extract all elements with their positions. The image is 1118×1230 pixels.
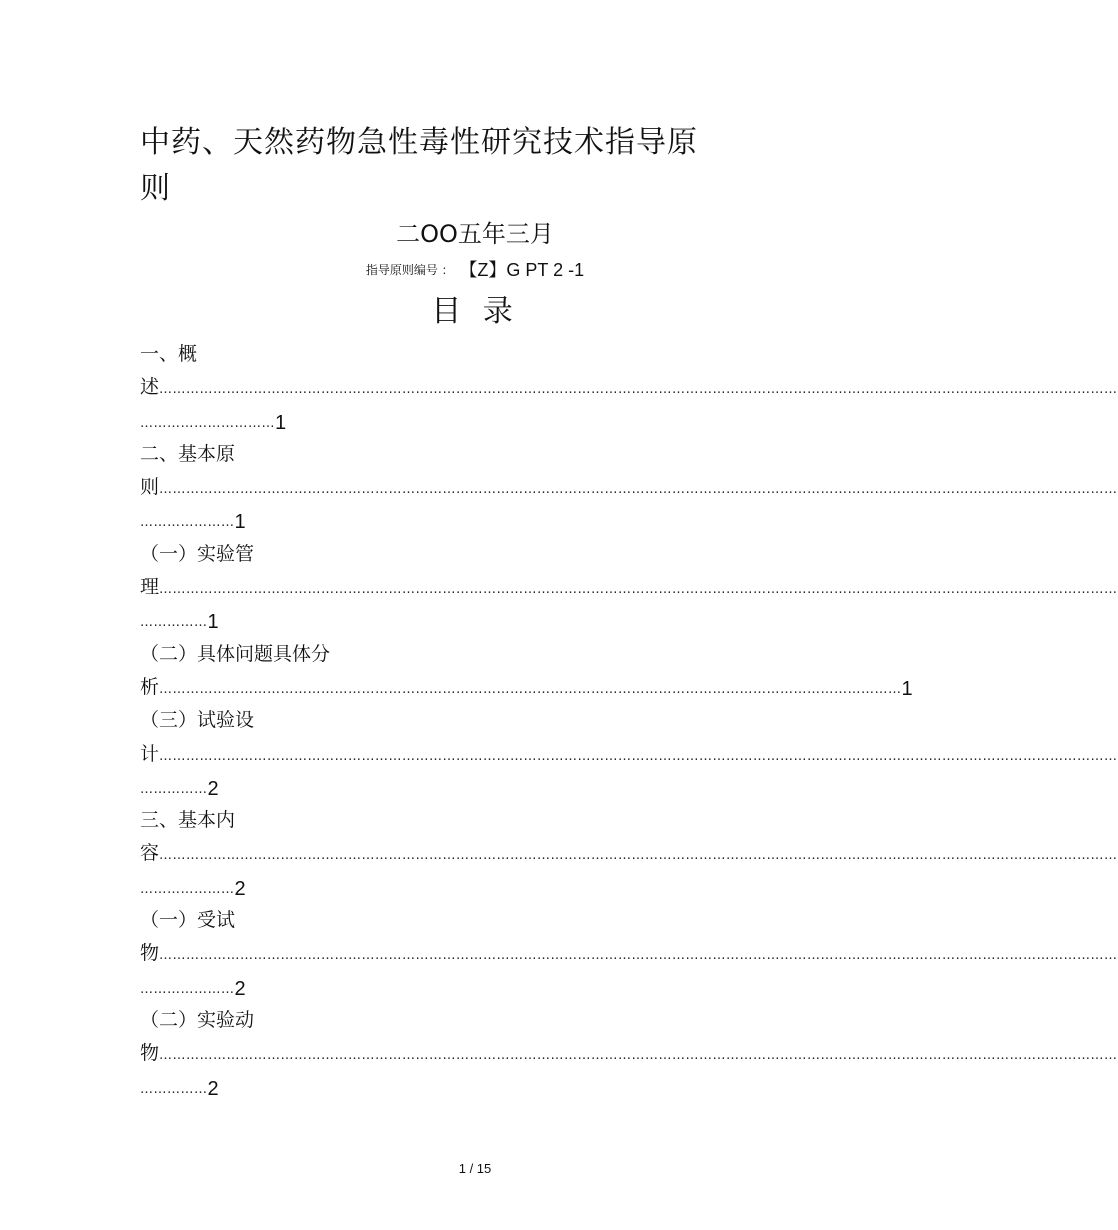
toc-item-page: 2 <box>234 977 246 1000</box>
toc-leader-dots: …………………………………………………………………………………………………………………………………………………………………………………………… <box>159 948 1118 964</box>
toc-item-line[interactable] <box>140 937 1118 970</box>
toc-item-line[interactable] <box>140 738 1118 771</box>
toc-leader-dots: ………………… <box>140 881 235 897</box>
toc-leader-dots: …………… <box>140 615 208 631</box>
toc-item-page-line[interactable] <box>140 871 820 904</box>
toc-item-label[interactable]: 二、基本原 <box>140 442 236 465</box>
title-line-2: 则 <box>140 171 171 206</box>
toc-item-label[interactable]: （一）实验管 <box>140 542 255 565</box>
guideline-code-value: 【Z】G PT 2 -1 <box>459 260 585 280</box>
toc-item-page: 1 <box>901 677 913 700</box>
toc-leader-dots: …………………………………………………………………………………………………………………………………………………………………………………………… <box>159 382 1118 398</box>
toc-leader-dots: ………………… <box>140 981 235 997</box>
toc-item-cont: 则 <box>140 476 160 499</box>
toc-heading: 目 录 <box>431 294 519 329</box>
guideline-code-label: 指导原则编号 ： <box>365 263 454 277</box>
toc-item-label[interactable]: （二）实验动 <box>140 1008 255 1031</box>
toc-item-line[interactable] <box>140 571 1118 604</box>
toc-item-page-line[interactable] <box>140 1071 820 1104</box>
page-indicator: 1 / 15 <box>458 1161 492 1176</box>
document-title <box>140 120 710 212</box>
guideline-code <box>0 258 950 282</box>
toc-leader-dots: …………… <box>140 1081 208 1097</box>
toc-item-page-line[interactable] <box>140 604 820 637</box>
toc-item-cont: 析 <box>140 675 160 698</box>
toc-item-line[interactable] <box>140 837 1118 870</box>
toc-item-cont: 容 <box>140 842 160 865</box>
title-line-1: 中药、天然药物急性毒性研究技术指导原 <box>140 125 698 160</box>
toc-item-page: 2 <box>234 877 246 900</box>
toc-leader-dots: …………… <box>140 781 208 797</box>
toc-item-page: 1 <box>234 511 246 534</box>
toc-item-page: 1 <box>207 611 219 634</box>
toc-leader-dots: …………………………………………………………………………………………………………………………………………………………………………………………… <box>159 748 1118 764</box>
toc-leader-dots: …………………………………………………………………………………………………………………………………………………………………………………………… <box>159 1048 1118 1064</box>
toc-item-label[interactable]: 一、概 <box>140 343 198 365</box>
toc-item-line[interactable] <box>140 671 913 704</box>
toc-item-page-line[interactable] <box>140 504 820 537</box>
toc-item-page-line[interactable] <box>140 405 820 438</box>
toc-item-label[interactable]: 三、基本内 <box>140 809 236 832</box>
toc-item-page-line[interactable] <box>140 971 820 1004</box>
toc-item-cont: 物 <box>140 942 160 965</box>
toc-leader-dots: ………………… <box>140 515 235 531</box>
toc-item-page: 1 <box>275 411 287 434</box>
document-date: 二OO五年三月 <box>396 220 554 248</box>
toc-item-line[interactable] <box>140 1037 1118 1070</box>
toc-item-cont: 述 <box>140 376 160 399</box>
toc-leader-dots: …………………………………………………………………………………………………………………………………………………………………………………………… <box>159 482 1118 498</box>
toc-item-page-line[interactable] <box>140 771 820 804</box>
toc-item-page: 2 <box>207 777 219 800</box>
toc-item-label[interactable]: （三）试验设 <box>140 709 255 732</box>
toc-leader-dots: ………………………… <box>140 415 275 431</box>
toc-item-cont: 计 <box>140 742 160 765</box>
toc-item-label[interactable]: （二）具体问题具体分 <box>140 642 331 665</box>
toc-leader-dots: ………………………………………………………………………………………………………………………………………………… <box>159 681 902 697</box>
table-of-contents <box>140 338 1118 1104</box>
toc-item-page: 2 <box>207 1077 219 1100</box>
toc-leader-dots: …………………………………………………………………………………………………………………………………………………………………………………………… <box>159 848 1118 864</box>
toc-item-line[interactable] <box>140 471 1118 504</box>
toc-item-label[interactable]: （一）受试 <box>140 909 236 932</box>
toc-item-cont: 理 <box>140 576 160 599</box>
toc-item-cont: 物 <box>140 1042 160 1065</box>
toc-leader-dots: …………………………………………………………………………………………………………………………………………………………………………………………… <box>159 582 1118 598</box>
toc-item-line[interactable] <box>140 371 1118 404</box>
